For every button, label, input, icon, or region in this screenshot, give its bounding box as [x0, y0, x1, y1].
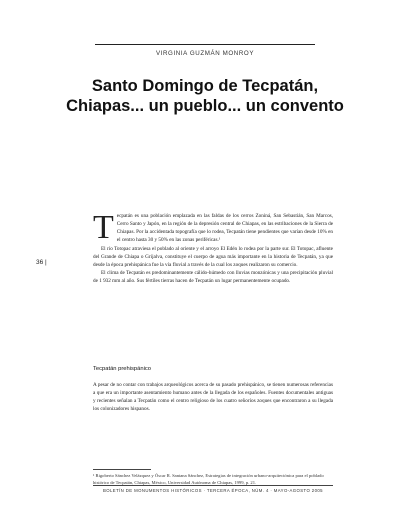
paragraph-1-text: ecpatán es una población emplazada en las faldas de los cerros Zoniná, San Sebastián, San Marcos, Cerro Santo y Japón, en la región de la depresión central de Chiapas, en las estribaciones de la Sierra de Chiapas. Por la accidentada topografía que lo rodea, Tecpatán tiene pendientes que varían desde 10% en el centro hasta 30 y 50% en las zonas periféricas.¹ [116, 213, 333, 244]
paragraph-1 [93, 209, 333, 246]
title-line-1: Santo Domingo de Tecpatán, [91, 77, 319, 95]
header-rule [95, 44, 315, 45]
section-paragraph: A pesar de no contar con trabajos arqueológicos acerca de su pasado prehispánico, se tienen numerosas referencias a que era un importante asentamiento humano antes de la llegada de los españoles. Fuentes documentales antiguas y recientes señalan a Tecpatán como el centro religioso de los cuatro señoríos zoques que encontraron a su llegada los colonizadores hispanos. [93, 382, 333, 413]
author-name: VIRGINIA GUZMÁN MONROY [155, 50, 255, 57]
running-footer: BOLETÍN DE MONUMENTOS HISTÓRICOS · TERCERA ÉPOCA, NÚM. 4 · MAYO-AGOSTO 2005 [103, 488, 323, 493]
article-title [60, 76, 350, 116]
footnote-rule [93, 469, 151, 470]
title-line-2: Chiapas... un pueblo... un convento [66, 97, 344, 115]
drop-cap: T [93, 209, 114, 246]
section-body [93, 381, 333, 414]
footnote: ¹ Rigoberto Sánchez Velázquez y Óscar R. Santana Sánchez, Estrategias de integración urbano-arquitectónica para el poblado histórico de Tecpatán, Chiapas, México, Universidad Autónoma de Chiapas, 1999, p. 21. [93, 473, 324, 485]
paragraph-2: El río Totopac atraviesa el poblado al oriente y el arroyo El Edén lo rodea por la parte sur. El Totopac, afluente del Grande de Chiapa o Grijalva, constituye el cuerpo de agua más importante en la historia de Tecpatán, ya que desde la época prehispánica fue la vía fluvial a través de la cual los zoques realizaron su comercio. [93, 245, 333, 268]
paragraph-3: El clima de Tecpatán es predominantemente cálido-húmedo con lluvias monzónicas y una precipitación pluvial de 1 932 mm al año. Sus fértiles tierras hacen de Tecpatán un lugar permanentemente ocupado. [93, 270, 333, 285]
page-number: 36 | [36, 259, 47, 266]
section-heading: Tecpatán prehispánico [93, 366, 152, 372]
article-body [93, 209, 333, 285]
footer-rule [93, 485, 333, 486]
